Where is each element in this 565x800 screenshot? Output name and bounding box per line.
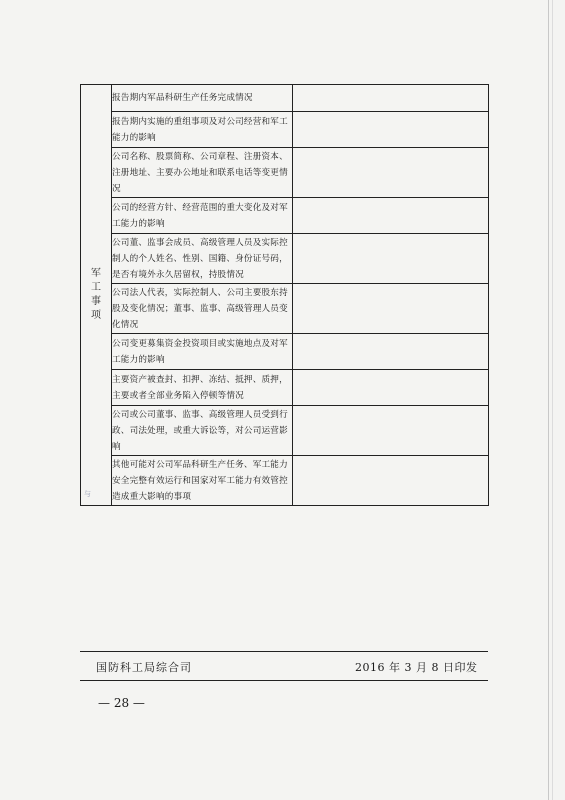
item-description: 公司的经营方针、经营范围的重大变化及对军工能力的影响 xyxy=(112,198,293,234)
footer-bottom-rule xyxy=(80,680,488,681)
blank-entry-cell xyxy=(293,406,489,456)
blank-entry-cell xyxy=(293,456,489,506)
blank-entry-cell xyxy=(293,370,489,406)
blank-entry-cell xyxy=(293,112,489,148)
item-description: 公司名称、股票简称、公司章程、注册资本、注册地址、主要办公地址和联系电话等变更情况 xyxy=(112,148,293,198)
table-row xyxy=(81,456,489,506)
blank-entry-cell xyxy=(293,284,489,334)
table-row xyxy=(81,370,489,406)
page-number: — 28 — xyxy=(98,696,145,710)
blank-entry-cell xyxy=(293,148,489,198)
footer-issuer: 国防科工局综合司 xyxy=(96,661,192,674)
table-row xyxy=(81,334,489,370)
item-description: 报告期内军品科研生产任务完成情况 xyxy=(112,85,293,112)
footer-date: 2016 年 3 月 8 日印发 xyxy=(355,661,478,674)
section-label-cell xyxy=(81,85,112,506)
scan-edge-line-secondary xyxy=(552,0,553,800)
item-description: 报告期内实施的重组事项及对公司经营和军工能力的影响 xyxy=(112,112,293,148)
blank-entry-cell xyxy=(293,198,489,234)
blank-entry-cell xyxy=(293,334,489,370)
stamp-mark: 与 xyxy=(84,490,91,498)
blank-entry-cell xyxy=(293,85,489,112)
item-description: 公司法人代表，实际控制人、公司主要股东持股及变化情况；董事、监事、高级管理人员变化情况 xyxy=(112,284,293,334)
military-items-table xyxy=(80,84,489,506)
item-description: 公司董、监事会成员、高级管理人员及实际控制人的个人姓名、性别、国籍、身份证号码，是否有境外永久居留权，持股情况 xyxy=(112,234,293,284)
footer-top-rule xyxy=(80,651,488,652)
table-row xyxy=(81,112,489,148)
section-label: 军工事项 xyxy=(91,268,101,321)
scan-edge-line xyxy=(548,0,549,800)
table-row xyxy=(81,406,489,456)
table-row xyxy=(81,148,489,198)
item-description: 主要资产被查封、扣押、冻结、抵押、质押，主要或者全部业务陷入停顿等情况 xyxy=(112,370,293,406)
table-row xyxy=(81,198,489,234)
item-description: 公司或公司董事、监事、高级管理人员受到行政、司法处理，或重大诉讼等，对公司运营影响 xyxy=(112,406,293,456)
table-row xyxy=(81,85,489,112)
item-description: 其他可能对公司军品科研生产任务、军工能力安全完整有效运行和国家对军工能力有效管控造成重大影响的事项 xyxy=(112,456,293,506)
item-description: 公司变更募集资金投资项目或实施地点及对军工能力的影响 xyxy=(112,334,293,370)
table-row xyxy=(81,234,489,284)
table-row xyxy=(81,284,489,334)
blank-entry-cell xyxy=(293,234,489,284)
